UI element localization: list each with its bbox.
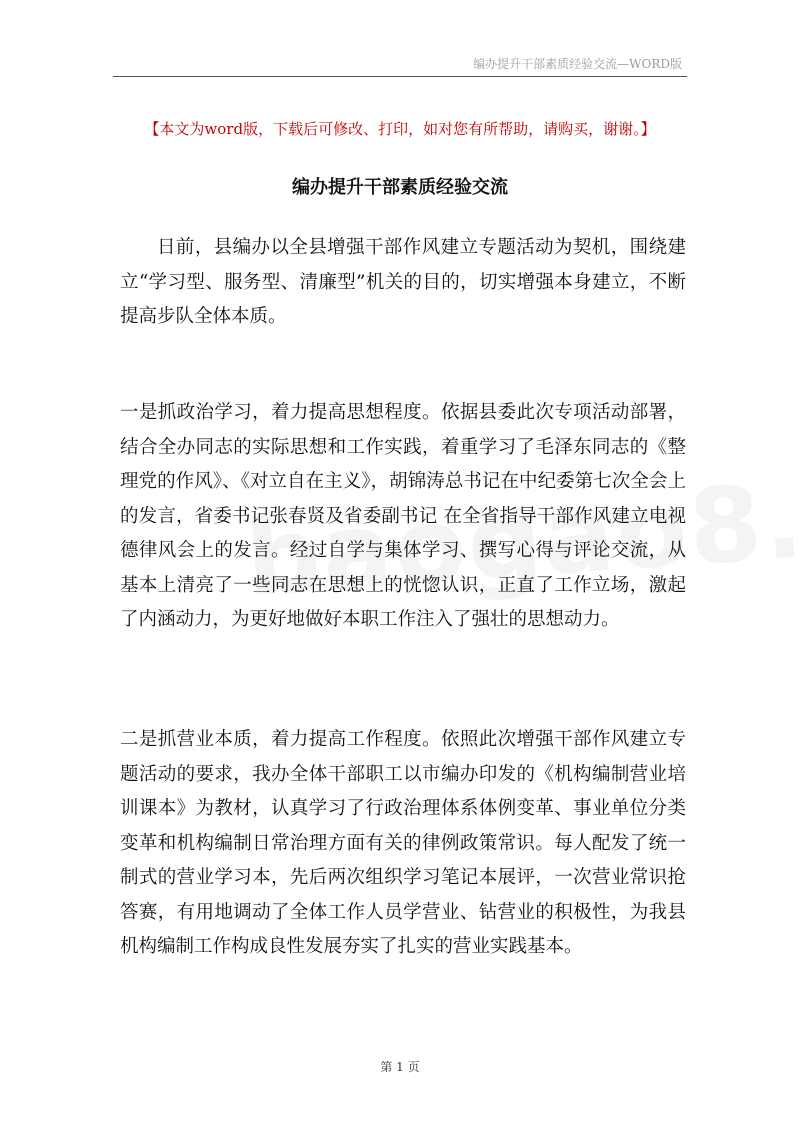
section-two-paragraph: 二是抓营业本质，着力提高工作程度。依照此次增强干部作风建立专题活动的要求，我办全体干部职工以市编办印发的《机构编制营业培训课本》为教材，认真学习了行政治理体系体例变革、事业单位分类变革和机构编制日常治理方面有关的律例政策常识。每人配发了统一制式的营业学习本，先后两次组织学习笔记本展评，一次营业常识抢答赛，有用地调动了全体工作人员学营业、钻营业的积极性，为我县机构编制工作构成良性发展夯实了扎实的营业实践基本。 (120, 729, 686, 957)
section-one-paragraph: 一是抓政治学习，着力提高思想程度。依据县委此次专项活动部署，结合全办同志的实际思想和工作实践，着重学习了毛泽东同志的《整理党的作风》、《对立自在主义》，胡锦涛总书记在中纪委第七次全会上的发言，省委书记张春贤及省委副书记 在全省指导干部作风建立电视德律风会上的发言。经过自学与集体学习、撰写心得与评论交流，从基本上清亮了一些同志在思想上的恍惚认识，正直了工作立场，激起了内涵动力，为更好地做好本职工作注入了强壮的思想动力。 (120, 402, 686, 630)
header-divider (113, 76, 687, 77)
intro-paragraph: 日前，县编办以全县增强干部作风建立专题活动为契机，围绕建立“学习型、服务型、清廉型”机关的目的，切实增强本身建立，不断提高步队全体本质。 (120, 237, 686, 327)
page-number: 第 1 页 (380, 1060, 420, 1074)
running-header: 编办提升干部素质经验交流—WORD版 (473, 57, 682, 71)
document-title: 编办提升干部素质经验交流 (292, 177, 508, 198)
purchase-notice: 【本文为word版，下载后可修改、打印，如对您有所帮助，请购买，谢谢。】 (144, 120, 656, 138)
